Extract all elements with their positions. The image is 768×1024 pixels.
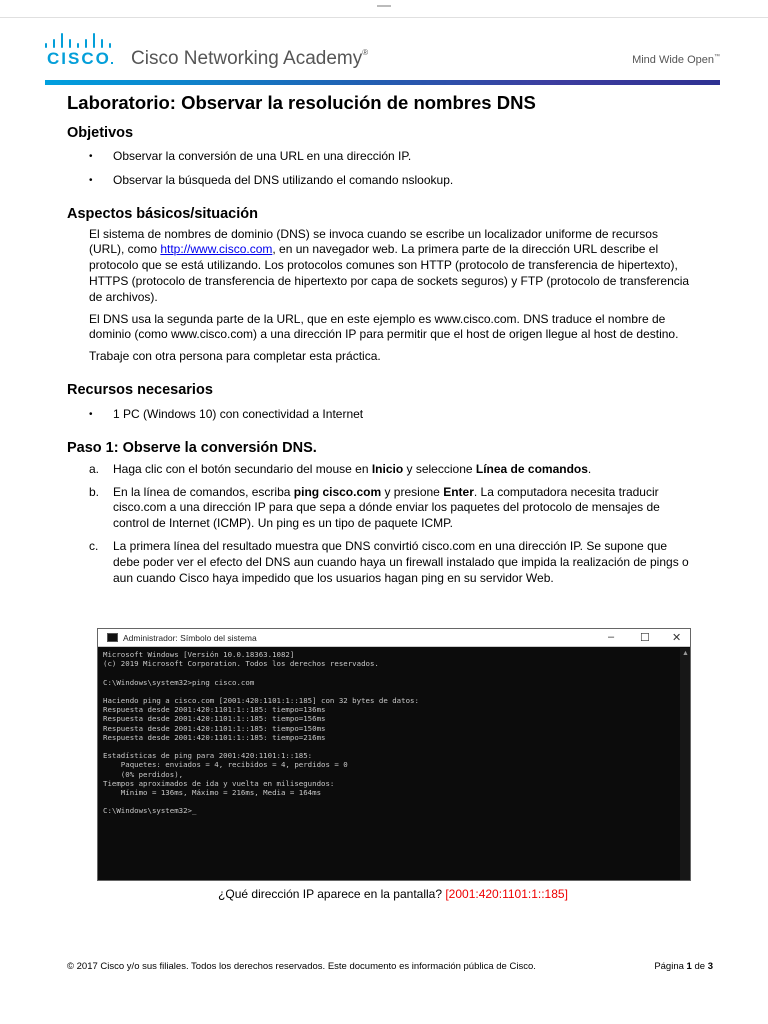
viewer-top-bar xyxy=(0,0,768,18)
recursos-heading: Recursos necesarios xyxy=(67,381,213,398)
recursos-list xyxy=(89,407,692,423)
terminal-scrollbar[interactable] xyxy=(680,648,690,880)
cisco-logo xyxy=(45,30,117,70)
answer: [2001:420:1101:1::185] xyxy=(445,887,568,901)
list-item: • Observar la búsqueda del DNS utilizando el comando nslookup. xyxy=(89,173,692,189)
scroll-up-icon[interactable]: ▲ xyxy=(682,650,689,657)
close-button[interactable]: ✕ xyxy=(672,632,682,644)
aspectos-paragraph-3: Trabaje con otra persona para completar esta práctica. xyxy=(89,349,381,364)
list-item: • Observar la conversión de una URL en una dirección IP. xyxy=(89,149,692,165)
terminal-title-bar xyxy=(98,629,690,647)
page-footer xyxy=(67,961,713,972)
minimize-button[interactable]: – xyxy=(608,631,615,643)
aspectos-heading: Aspectos básicos/situación xyxy=(67,205,258,222)
aspectos-paragraph-2: El DNS usa la segunda parte de la URL, que en este ejemplo es www.cisco.com. DNS traduce el nombre de dominio (como www.cisco.com) a una dirección IP para permitir que el host de origen llegue al host de destino. xyxy=(89,311,679,342)
list-item: • 1 PC (Windows 10) con conectividad a Internet xyxy=(89,407,692,423)
paso1-heading: Paso 1: Observe la conversión DNS. xyxy=(67,439,317,456)
objetivos-list xyxy=(89,149,692,189)
cisco-logo-bars xyxy=(45,32,117,48)
minimize-dash xyxy=(377,5,391,7)
step-c: c. La primera línea del resultado muestra que DNS convirtió cisco.com en una dirección IP. Se supone que debe poder ver el efecto del DNS aun cuando haya un firewall instalado que impida la realización de pings o aun cuando Cisco haya impedido que los usuarios hagan ping en su servidor Web. xyxy=(89,538,689,585)
paso1-steps xyxy=(89,462,692,587)
tagline: Mind Wide Open™ xyxy=(632,54,720,66)
maximize-button[interactable]: ☐ xyxy=(640,632,650,644)
cisco-logo-text: CISCO xyxy=(47,49,111,68)
terminal-icon xyxy=(107,633,118,642)
terminal-output: Microsoft Windows [Versión 10.0.18363.1082] (c) 2019 Microsoft Corporation. Todos los derechos reservados. C:\Windows\system32>ping cisco.com Haciendo ping a cisco.com [2001:420:1101:1::185] con 32 bytes de datos: Respuesta desde 2001:420:1101:1::185: tiempo=136ms Respuesta desde 2001:420:1101:1::185: tiempo=156ms Respuesta desde 2001:420:1101:1::185: tiempo=150ms Respuesta desde 2001:420:1101:1::185: tiempo=216ms Estadísticas de ping para 2001:420:1101:1::185: Paquetes: enviados = 4, recibidos = 4, perdidos = 0 (0% perdidos), Tiempos aproximados de ida y vuelta en milisegundos: Mínimo = 136ms, Máximo = 216ms, Media = 164ms C:\Windows\system32>_ xyxy=(103,650,419,816)
document-body xyxy=(67,90,692,586)
page-title: Laboratorio: Observar la resolución de nombres DNS xyxy=(67,92,536,113)
page-header xyxy=(45,30,720,80)
copyright: © 2017 Cisco y/o sus filiales. Todos los derechos reservados. Este documento es información pública de Cisco. xyxy=(67,961,536,972)
academy-name: Cisco Networking Academy® xyxy=(131,48,369,69)
header-gradient-rule xyxy=(45,80,720,85)
question: ¿Qué dirección IP aparece en la pantalla? [2001:420:1101:1::185] xyxy=(218,887,568,901)
aspectos-paragraph-1: El sistema de nombres de dominio (DNS) se invoca cuando se escribe un localizador uniforme de recursos (URL), como http://www.cisco.com, en un navegador web. La primera parte de la dirección URL describe el protocolo que se está utilizando. Los protocolos comunes son HTTP (protocolo de transferencia de hipertexto), HTTPS (protocolo de transferencia de hipertexto por capa de sockets seguros) y FTP (protocolo de transferencia de archivos). xyxy=(89,226,690,304)
command-prompt-window xyxy=(97,628,691,881)
step-b: b. En la línea de comandos, escriba ping cisco.com y presione Enter. La computadora necesita traducir cisco.com a una dirección IP para que sepa a dónde enviar los paquetes del protocolo de mensajes de control de Internet (ICMP). Un ping es un tipo de paquete ICMP. xyxy=(89,484,660,531)
cisco-url-link[interactable]: http://www.cisco.com xyxy=(160,242,273,257)
terminal-title: Administrador: Símbolo del sistema xyxy=(123,633,257,643)
objetivos-heading: Objetivos xyxy=(67,125,134,141)
step-a: a. Haga clic con el botón secundario del mouse en Inicio y seleccione Línea de comandos. xyxy=(89,461,592,476)
page-number: Página 1 de 3 xyxy=(654,961,713,972)
